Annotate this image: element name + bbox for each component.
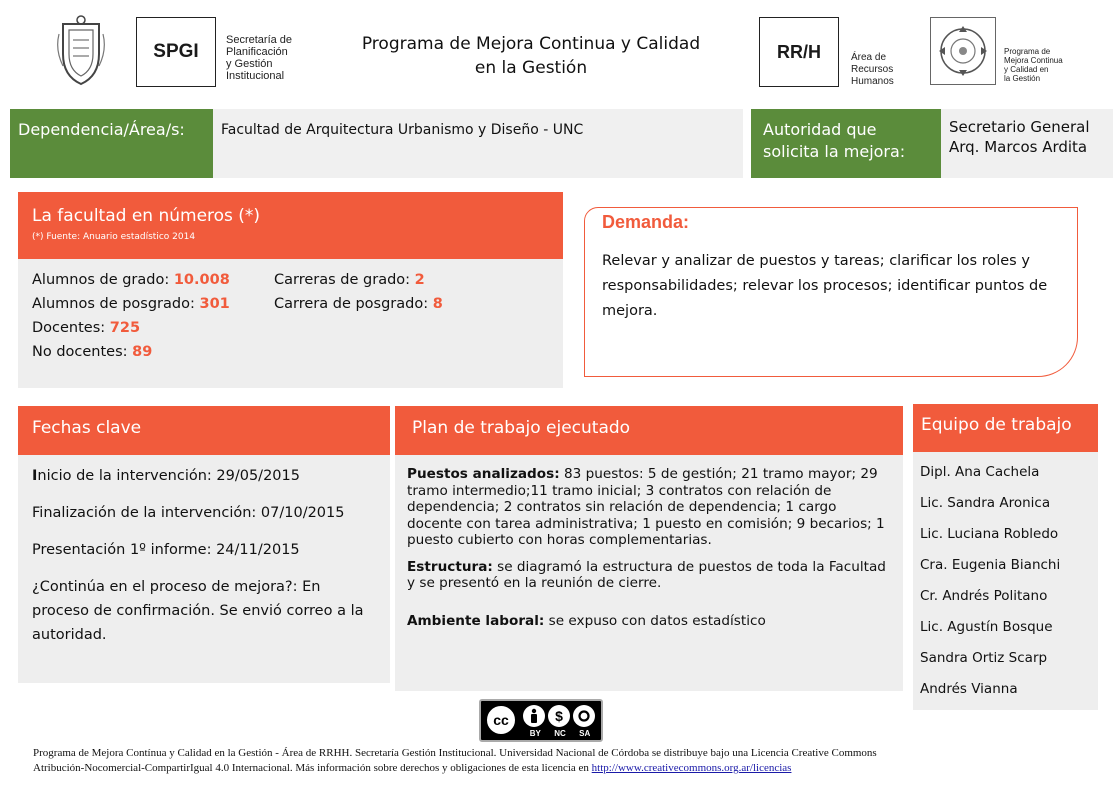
team-member: Sandra Ortiz Scarp <box>920 650 1048 666</box>
autoridad-value <box>941 109 1113 178</box>
dependencia-label: Dependencia/Área/s: <box>10 109 213 178</box>
sa-label: SA <box>579 729 591 738</box>
nc-icon: $ <box>548 705 570 727</box>
team-member: Lic. Luciana Robledo <box>920 526 1059 542</box>
fecha-finalizacion: Finalización de la intervención: 07/10/2015 <box>32 505 345 521</box>
no-docentes-value: 89 <box>132 344 153 360</box>
rrhh-text: Área de Recursos Humanos <box>851 52 894 87</box>
footer <box>33 746 1103 776</box>
footer-line-2: Atribución-Nocomercial-CompartirIgual 4.0 Internacional. Más información sobre derechos y obligaciones de esta licencia en http://www.creativecommons.org.ar/licencias <box>33 762 792 774</box>
by-label: BY <box>529 729 541 738</box>
alumnos-grado: Alumnos de grado: 10.008 <box>32 272 230 288</box>
team-member: Andrés Vianna <box>920 681 1018 697</box>
spgi-logo: SPGI <box>136 17 216 87</box>
license-link[interactable]: http://www.creativecommons.org.ar/licencias <box>591 762 792 774</box>
cc-license-badge <box>479 699 603 742</box>
facultad-source: (*) Fuente: Anuario estadístico 2014 <box>32 232 196 242</box>
docentes: Docentes: 725 <box>32 320 141 336</box>
facultad-title: La facultad en números (*) <box>32 206 261 226</box>
equipo-header: Equipo de trabajo <box>913 404 1098 452</box>
plan-body <box>395 455 903 691</box>
autoridad-role: Secretario General <box>949 118 1090 136</box>
demanda-title: Demanda: <box>602 212 690 232</box>
plan-header: Plan de trabajo ejecutado <box>395 406 903 455</box>
no-docentes: No docentes: 89 <box>32 344 153 360</box>
facultad-header <box>18 192 563 259</box>
carrera-posgrado: Carrera de posgrado: 8 <box>274 296 443 312</box>
cc-icon: cc <box>485 704 517 736</box>
carreras-grado-value: 2 <box>414 272 425 288</box>
spgi-text: Secretaría de Planificación y Gestión Institucional <box>226 34 293 82</box>
alumnos-posgrado-value: 301 <box>199 296 230 312</box>
fechas-body <box>18 455 390 683</box>
fechas-header: Fechas clave <box>18 406 390 455</box>
demanda-box <box>584 207 1078 377</box>
estructura: Estructura: se diagramó la estructura de puestos de toda la Facultad y se presentó en la reunión de cierre. <box>407 558 886 591</box>
team-member: Cra. Eugenia Bianchi <box>920 557 1061 573</box>
by-icon <box>523 705 545 727</box>
unc-crest-logo <box>55 14 107 86</box>
alumnos-grado-value: 10.008 <box>173 272 230 288</box>
sa-icon <box>573 705 595 727</box>
mejora-continua-text: Programa de Mejora Continua y Calidad en la Gestión <box>1004 47 1063 83</box>
team-member: Lic. Agustín Bosque <box>920 619 1053 635</box>
rrhh-logo: RR/H <box>759 17 839 87</box>
mejora-continua-logo <box>930 17 996 85</box>
footer-line-1: Programa de Mejora Contínua y Calidad en la Gestión - Área de RRHH. Secretaría Gestión Institucional. Universidad Nacional de Córdoba se distribuye bajo una Licencia Creative Commons <box>33 747 877 759</box>
program-title: Programa de Mejora Continua y Calidad en la Gestión <box>361 34 701 78</box>
autoridad-name: Arq. Marcos Ardita <box>949 138 1088 156</box>
team-member: Lic. Sandra Aronica <box>920 495 1051 511</box>
autoridad-label: Autoridad que solicita la mejora: <box>751 109 941 178</box>
continua-proceso: ¿Continúa en el proceso de mejora?: En proceso de confirmación. Se envió correo a la autoridad. <box>32 579 364 643</box>
docentes-value: 725 <box>109 320 141 336</box>
facultad-body <box>18 259 563 388</box>
demanda-text: Relevar y analizar de puestos y tareas; clarificar los roles y responsabilidades; relevar los procesos; identificar puntos de mejora. <box>602 253 1048 319</box>
fecha-presentacion: Presentación 1º informe: 24/11/2015 <box>32 542 300 558</box>
team-member: Dipl. Ana Cachela <box>920 464 1040 480</box>
dependencia-value: Facultad de Arquitectura Urbanismo y Diseño - UNC <box>213 109 743 178</box>
carreras-grado: Carreras de grado: 2 <box>274 272 425 288</box>
equipo-body <box>913 452 1098 710</box>
ambiente-laboral: Ambiente laboral: se expuso con datos estadístico <box>407 612 766 629</box>
team-member: Cr. Andrés Politano <box>920 588 1048 604</box>
alumnos-posgrado: Alumnos de posgrado: 301 <box>32 296 230 312</box>
puestos-analizados: Puestos analizados: 83 puestos: 5 de gestión; 21 tramo mayor; 29 tramo intermedio;11 tramo inicial; 3 contratos con relación de dependencia; 2 contratos sin relación de dependencia; 1 cargo docente con tarea administrativa; 1 puesto en comisión; 9 becarios; 1 puesto cubierto con horas complementarias. <box>407 466 885 548</box>
fecha-inicio: Inicio de la intervención: 29/05/2015 <box>32 468 300 484</box>
nc-label: NC <box>554 729 566 738</box>
carrera-posgrado-value: 8 <box>432 296 443 312</box>
